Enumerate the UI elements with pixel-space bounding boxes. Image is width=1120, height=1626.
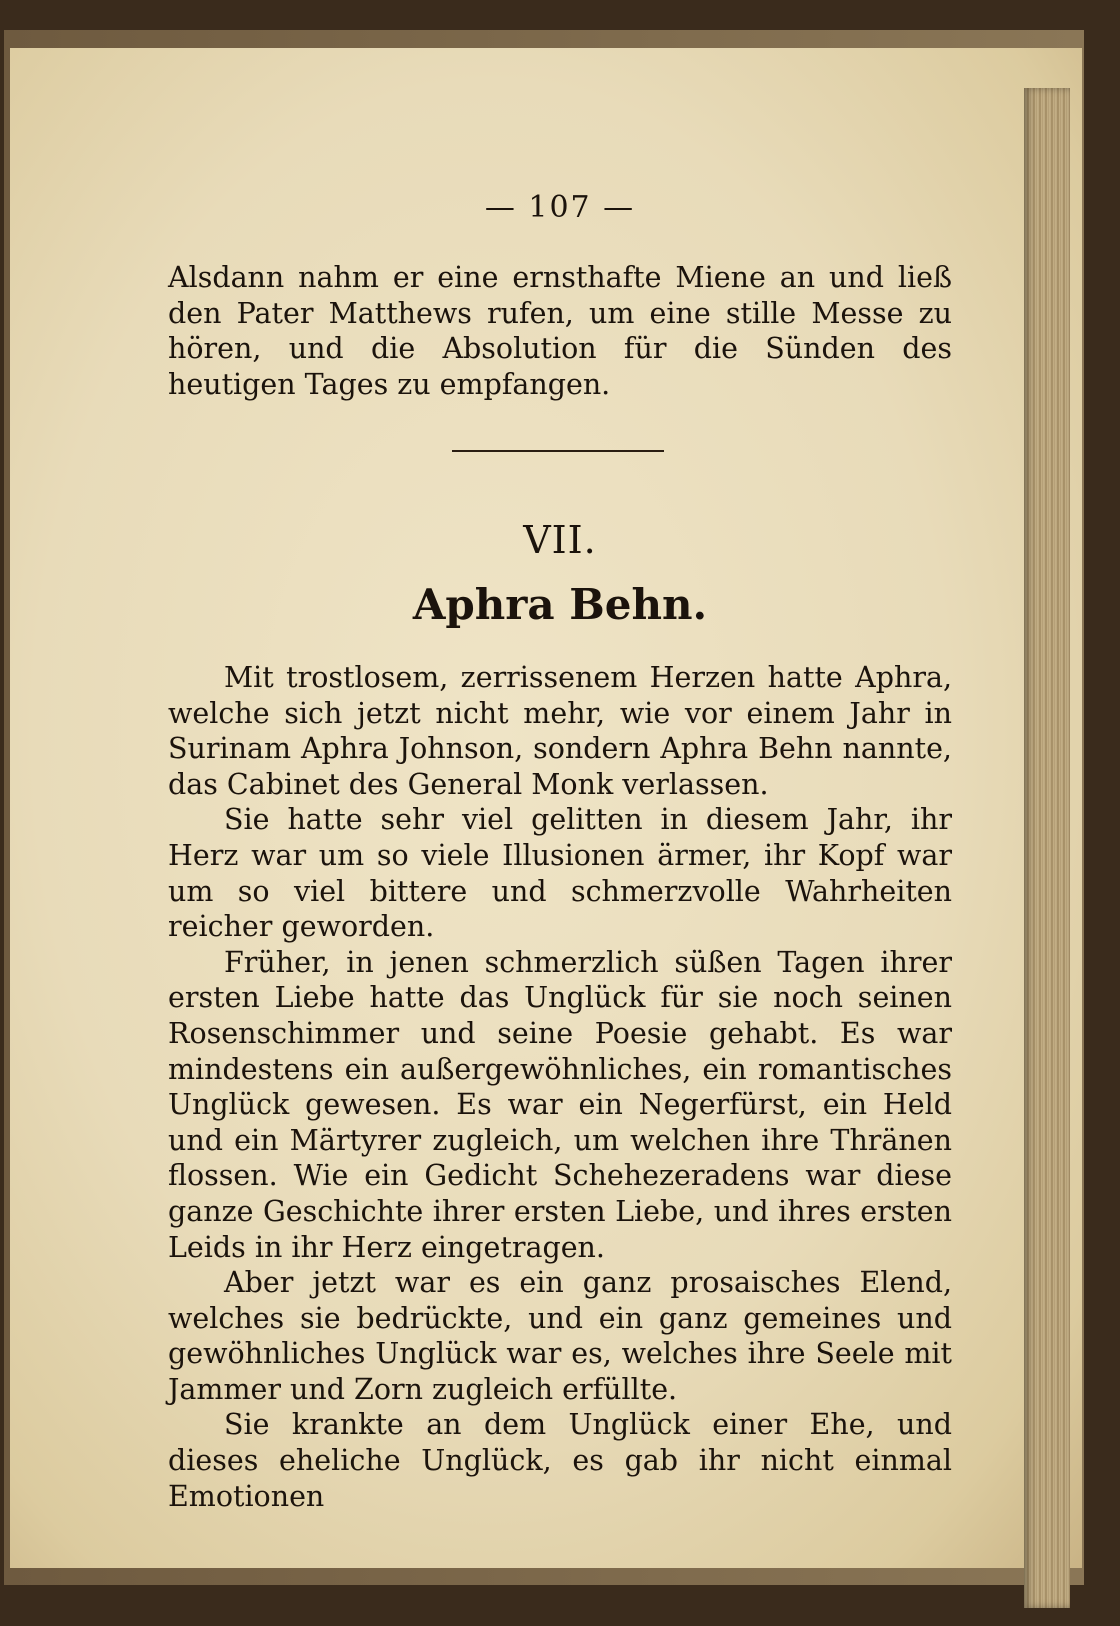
body-paragraph: Mit trostlosem, zerrissenem Herzen hatte Aphra, welche sich jetzt nicht mehr, wie vor einem Jahr in Surinam Aphra Johnson, sondern Aphra Behn nannte, das Cabinet des General Monk verlassen. — [168, 661, 952, 801]
intro-paragraph-block — [168, 260, 952, 402]
page-number: — 107 — — [484, 190, 636, 225]
section-divider-rule — [452, 450, 664, 452]
body-paragraph: Sie hatte sehr viel gelitten in diesem Jahr, ihr Herz war um so viele Illusionen ärmer, ihr Kopf war um so viel bittere und schmerzvolle Wahrheiten reicher geworden. — [168, 803, 952, 944]
page-fore-edge — [1024, 88, 1070, 1608]
body-paragraph: Sie krankte an dem Unglück einer Ehe, und dieses eheliche Unglück, es gab ihr nicht einmal Emotionen — [168, 1408, 952, 1513]
book-page — [10, 48, 1082, 1568]
body-paragraph: Früher, in jenen schmerzlich süßen Tagen ihrer ersten Liebe hatte das Unglück für sie noch seinen Rosenschimmer und seine Poesie gehabt. Es war mindestens ein außergewöhnliches, ein romantisches Unglück gewesen. Es war ein Negerfürst, ein Held und ein Märtyrer zugleich, um welchen ihre Thränen flossen. Wie ein Gedicht Schehezeradens war diese ganze Geschichte ihrer ersten Liebe, und ihres ersten Leids in ihr Herz eingetragen. — [168, 945, 952, 1264]
chapter-title: Aphra Behn. — [412, 580, 708, 629]
chapter-body — [168, 660, 952, 1514]
body-paragraph: Aber jetzt war es ein ganz prosaisches Elend, welches sie bedrückte, und ein ganz gemeines und gewöhnliches Unglück war es, welches ihre Seele mit Jammer und Zorn zugleich erfüllte. — [168, 1266, 952, 1406]
chapter-number: VII. — [523, 518, 597, 562]
intro-paragraph: Alsdann nahm er eine ernsthafte Miene an und ließ den Pater Matthews rufen, um eine stille Messe zu hören, und die Absolution für die Sünden des heutigen Tages zu empfangen. — [168, 261, 952, 401]
